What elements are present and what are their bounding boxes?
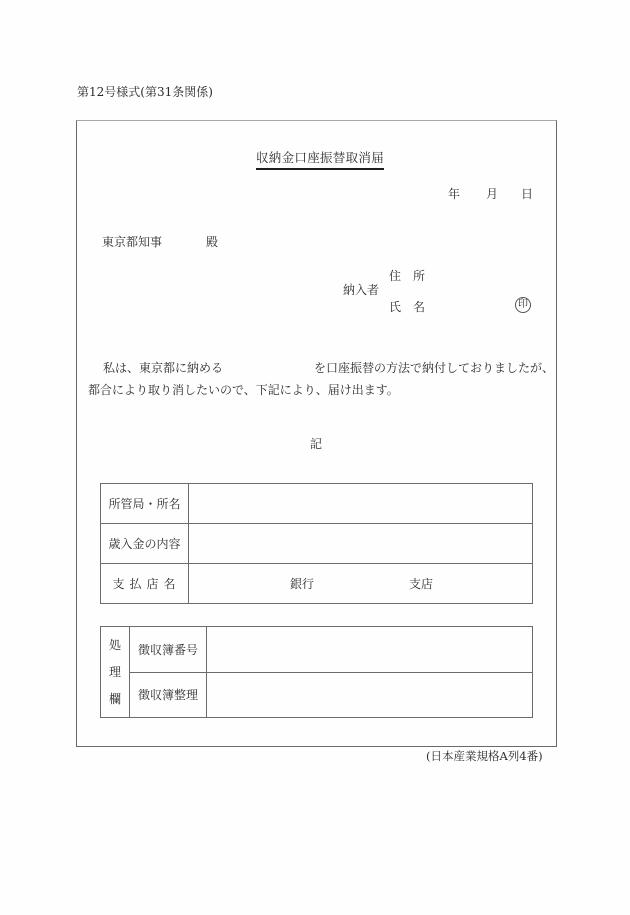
office-name-label: 所管局・所名 [101, 484, 189, 524]
ledger-number-field[interactable] [207, 627, 533, 673]
ledger-number-label: 徴収簿番号 [130, 627, 207, 673]
footer-note: (日本産業規格A列4番) [426, 749, 543, 763]
body-text-line1-end: を口座振替の方法で納付しておりましたが、 [314, 361, 555, 375]
honorific: 殿 [206, 235, 219, 249]
ledger-arrangement-field[interactable] [207, 672, 533, 718]
details-table [100, 483, 533, 604]
body-text-line1-start: 私は、東京都に納める [103, 361, 224, 375]
document-title: 収納金口座振替取消届 [256, 152, 384, 170]
bank-suffix: 銀行 [290, 577, 315, 591]
office-name-field[interactable] [189, 484, 533, 524]
ki-heading: 記 [310, 437, 323, 451]
processing-table [100, 626, 533, 718]
revenue-content-label: 歳入金の内容 [101, 524, 189, 564]
table-row [101, 564, 533, 604]
processing-section-label: 処 理 欄 [101, 627, 130, 718]
revenue-content-field[interactable] [189, 524, 533, 564]
table-row [101, 672, 533, 718]
address-label: 住所 [389, 269, 438, 283]
date-year-label: 年 [448, 187, 461, 201]
date-day-label: 日 [521, 187, 534, 201]
body-text-line2: 都合により取り消したいので、下記により、届け出ます。 [88, 383, 399, 397]
name-label: 氏名 [389, 300, 438, 314]
payer-label: 納入者 [343, 283, 380, 297]
table-row [101, 627, 533, 673]
table-row [101, 524, 533, 564]
addressee: 東京都知事 [102, 235, 163, 249]
payment-branch-field[interactable] [189, 564, 533, 604]
seal-icon: 印 [515, 297, 531, 313]
ledger-arrangement-label: 徴収簿整理 [130, 672, 207, 718]
date-month-label: 月 [486, 187, 499, 201]
table-row [101, 484, 533, 524]
payment-branch-label: 支払店名 [101, 564, 189, 604]
form-number: 第12号様式(第31条関係) [77, 85, 213, 99]
branch-suffix: 支店 [409, 577, 434, 591]
